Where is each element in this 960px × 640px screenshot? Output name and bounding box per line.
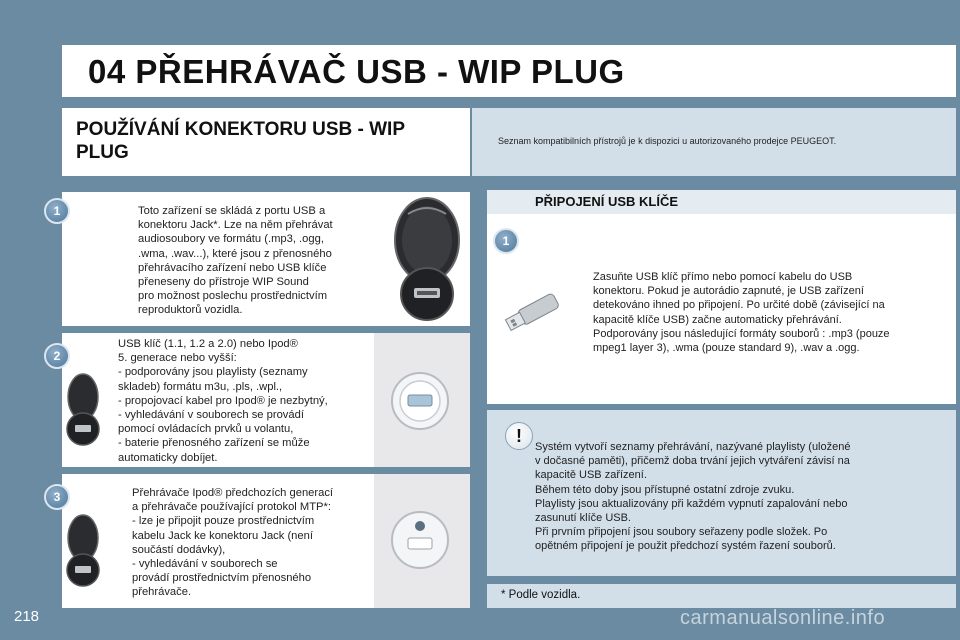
panel-older-players (53, 474, 470, 608)
step-badge-2: 2 (44, 343, 70, 369)
jack-socket-closeup-icon (388, 508, 452, 572)
compatibility-note-panel (472, 108, 956, 176)
usb-key-heading: PŘIPOJENÍ USB KLÍČE (535, 194, 679, 209)
usb-key-connection-panel (487, 190, 956, 404)
playlist-warning-text: Systém vytvoří seznamy přehrávání, nazývané playlisty (uložené v dočasné paměti), přičemž doba trvání jejich vytváření závisí na kapacitě USB zařízení. Během této doby jsou přístupné ostatní zdroje zvuku. Playlisty jsou aktualizovány při každém vypnutí zapalování nebo zasunutí klíče USB. Při prvním připojení jsou soubory seřazeny podle složek. Po opětném připojení je použit předchozí systém řazení souborů. (535, 441, 851, 553)
intro-panel (62, 108, 470, 176)
panel-1-text: Toto zařízení se skládá z portu USB a konektoru Jack*. Lze na něm přehrávat audiosoubory ve formátu (.mp3, .ogg, .wma, .wav...), které jsou z přenosného přehrávacího zařízení nebo USB klíče přeneseny do přístroje WIP Sound pro možnost poslechu prostřednictvím reproduktorů vozidla. (138, 205, 333, 317)
usb-port-side-icon (64, 371, 102, 449)
usb-step-badge-1: 1 (493, 228, 519, 254)
step-badge-1: 1 (44, 198, 70, 224)
usb-stick-icon (501, 290, 573, 332)
jack-port-side-icon (64, 512, 102, 590)
compatibility-note: Seznam kompatibilních přístrojů je k dispozici u autorizovaného prodejce PEUGEOT. (498, 136, 837, 146)
panel-usb-ipod-support (53, 333, 470, 467)
usb-port-open-cover-icon (388, 194, 466, 324)
usb-socket-closeup-icon (388, 369, 452, 433)
section-heading: POUŽÍVÁNÍ KONEKTORU USB - WIP PLUG (76, 119, 405, 163)
footnote-panel (487, 584, 956, 608)
watermark: carmanualsonline.info (680, 607, 886, 629)
panel-2-text: USB klíč (1.1, 1.2 a 2.0) nebo Ipod® 5. generace nebo vyšší: - podporovány jsou playlisty (seznamy skladeb) formátu m3u, .pls, .wpl., - propojovací kabel pro Ipod® je nezbytný, - vyhledávání v souborech se provádí pomocí ovládacích prvků u volantu, - baterie přenosného zařízení se může automaticky dobíjet. (118, 338, 328, 464)
step-badge-3: 3 (44, 484, 70, 510)
playlist-warning-panel (487, 410, 956, 576)
usb-key-text: Zasuňte USB klíč přímo nebo pomocí kabelu do USB konektoru. Pokud je autorádio zapnuté, je USB zařízení detekováno ihned po připojení. Po určité době (závisející na kapacitě klíče USB) začne automaticky přehrávání. Podporovány jsou následující formáty souborů : .mp3 (pouze mpeg1 layer 3), .wma (pouze standard 9), .wav a .ogg. (593, 271, 890, 355)
footnote-text: * Podle vozidla. (501, 589, 581, 601)
page-title: 04 PŘEHRÁVAČ USB - WIP PLUG (88, 53, 625, 90)
usb-key-header (487, 190, 956, 214)
panel-3-text: Přehrávače Ipod® předchozích generací a přehrávače používající protokol MTP*: - lze je připojit pouze prostřednictvím kabelu Jack ke konektoru Jack (není součástí dodávky), - vyhledávání v souborech se provádí prostřednictvím přenosného přehrávače. (132, 487, 334, 599)
exclamation-icon: ! (505, 422, 533, 450)
page-number: 218 (14, 608, 40, 625)
panel-device-description (53, 192, 470, 326)
title-bar (62, 45, 956, 100)
